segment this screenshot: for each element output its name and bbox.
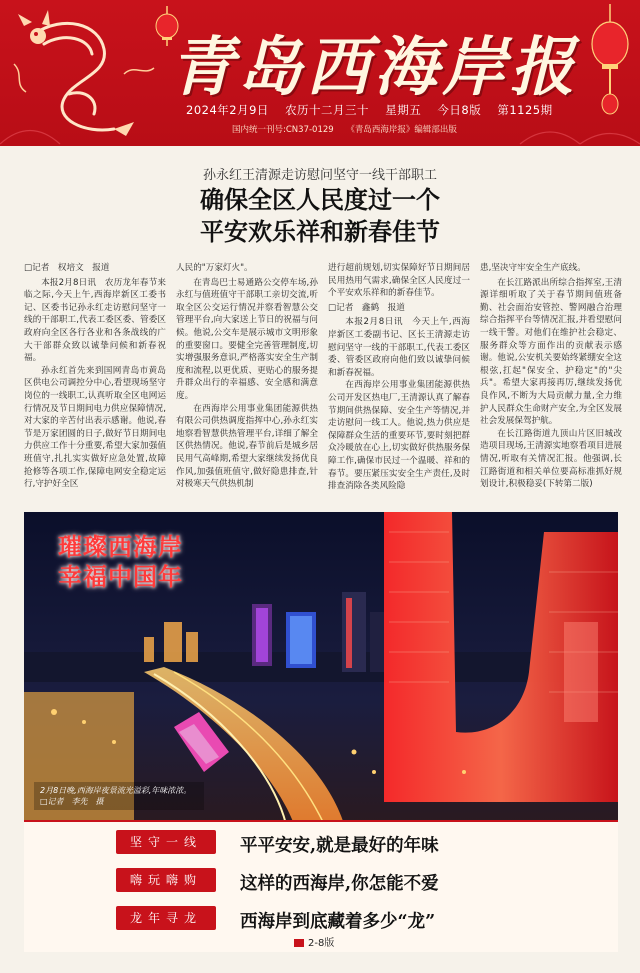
banner-line: 幸福中国年 (58, 563, 183, 591)
promo-tags (116, 830, 226, 944)
paragraph: 在长江路街道九顶山片区旧城改造项目现场,王清源实地察看项目进展情况,听取有关情况汇报。他强调,长江路街道和相关单位要高标准抓好规划设计,积极稳妥(下转第二版) (480, 428, 622, 490)
promo-tag: 龙年寻龙 (116, 906, 216, 930)
paragraph: 在西海岸公用事业集团能源供热公司开发区热电厂,王清源认真了解春节期间供热保障、安全生产等情况,并走访慰问一线工人。他说,热力供应是保障群众生活的重要环节,要时刻把群众冷暖放在心上,切实做好供热服务保障工作,确保市民过一个温暖、祥和的春节。要压紧压实安全生产责任,及时排查消除各类风险隐 (328, 380, 470, 492)
article-body (24, 262, 622, 517)
weekday: 星期五 (385, 103, 422, 117)
column-2 (176, 262, 318, 517)
masthead-title: 青岛西海岸报 (170, 30, 578, 105)
paragraph: 在西海岸公用事业集团能源供热有限公司供热调度指挥中心,孙永红实地察看智慧供热管理平台,详细了解全区供热情况。他说,春节前后是城乡居民用气高峰期,希望大家继续发扬优良作风,加强值班值守,做好隐患排查,针对极寒天气供热机制 (176, 403, 318, 490)
paragraph: 患,坚决守牢安全生产底线。 (480, 263, 586, 273)
issue-date: 2024年2月9日 (186, 103, 269, 117)
promo-headline: 西海岸到底藏着多少“龙” (240, 912, 436, 932)
page-count: 今日8版 (437, 103, 482, 117)
article-kicker: 孙永红王清源走访慰问坚守一线干部职工 (202, 168, 437, 183)
lantern-icon (588, 4, 632, 124)
headline-line: 平安欢乐祥和新春佳节 (200, 218, 440, 246)
issue-number: 第1125期 (497, 103, 553, 117)
promo-headline: 平平安安,就是最好的年味 (240, 836, 439, 856)
paragraph: 人民的"万家灯火"。 (176, 263, 253, 273)
paragraph: 本报2月8日讯 今天上午,西海岸新区工委副书记、区长王清源走访慰问坚守一线的干部职工,代表工委区委、管委区政府向他们致以诚挚问候和新春祝福。 (328, 317, 470, 378)
publisher: 《青岛西海岸报》编辑部出版 (346, 125, 457, 135)
promo-tag: 嗨玩嗨购 (116, 868, 216, 892)
promo-panel (24, 820, 618, 952)
night-skyline-photo (24, 512, 618, 824)
column-1 (24, 262, 166, 517)
column-4 (480, 262, 622, 517)
lunar-date: 农历十二月三十 (285, 103, 370, 117)
masthead (0, 0, 640, 146)
cloud-pattern-icon (0, 116, 640, 146)
paragraph: 进行超前规划,切实保障好节日期间居民用热用气需求,确保全区人民度过一个平安欢乐祥和的新春佳节。 (328, 263, 470, 299)
photo-banner (58, 532, 183, 592)
promo-tag: 坚守一线 (116, 830, 216, 854)
promo-headline: 这样的西海岸,你怎能不爱 (240, 874, 439, 894)
page-reference: 2-8版 (294, 934, 334, 949)
paragraph: 孙永红首先来到国网青岛市黄岛区供电公司调控分中心,看望现场坚守岗位的一线职工,认真听取全区电网运行情况及节日期间电力供应保障情况,对大家的辛苦付出表示感谢。他说,春节是万家团圆的日子,做好节日期间电力供应工作十分重要,希望大家加强值班值守,扎扎实实做好应急处置,故障抢修等各项工作,保障电网安全稳定运行,守护好全区 (24, 365, 166, 490)
paragraph: 本报2月8日讯 农历龙年春节来临之际,今天上午,西海岸新区工委书记、区委书记孙永红走访慰问坚守一线的干部职工,代表工委区委、管委区政府向全区各行各业和各条战线的广大干部群众致以诚挚问候和新春祝福。 (24, 277, 166, 364)
photo-caption: 2月8日晚,西海岸夜景流光溢彩,年味浓浓。□记者 李先 摄 (34, 782, 204, 810)
column-3 (328, 262, 470, 517)
article-headline (0, 184, 640, 248)
cn-number: 国内统一刊号:CN37-0129 (232, 125, 334, 135)
byline: □记者 权培文 报道 (24, 263, 110, 273)
paragraph: 在青岛巴士易通路公交停车场,孙永红与值班值守干部职工亲切交流,听取全区公交运行情况并察看智慧公交管理平台,向大家送上节日的祝福与问候。他说,公交车是展示城市文明形象的重要窗口。要健全完善管理制度,切实增强服务意识,严格落实安全生产制度和流程,以更优质、更贴心的服务提升群众出行的幸福感、安全感和满意度。 (176, 277, 318, 401)
paragraph: 在长江路派出所综合指挥室,王清源详细听取了关于春节期间值班备勤、社会面治安管控、警网融合治理综合指挥平台等情况汇报,并看望慰问一线干警。对他们在维护社会稳定、服务群众等方面作出的贡献表示感谢。他说,公安机关要始终紧绷安全这根弦,扛起"保安全、护稳定"的"尖兵"。希望大家再接再厉,继续发扬优良作风,不断为大局贡献力量,全力维护人民群众生命财产安全,为全区发展社会发展保驾护航。 (480, 277, 622, 427)
headline-line: 确保全区人民度过一个 (200, 186, 440, 214)
byline: □记者 鑫鹤 报道 (328, 302, 405, 313)
banner-line: 璀璨西海岸 (58, 533, 183, 561)
promo-headlines (240, 827, 610, 941)
